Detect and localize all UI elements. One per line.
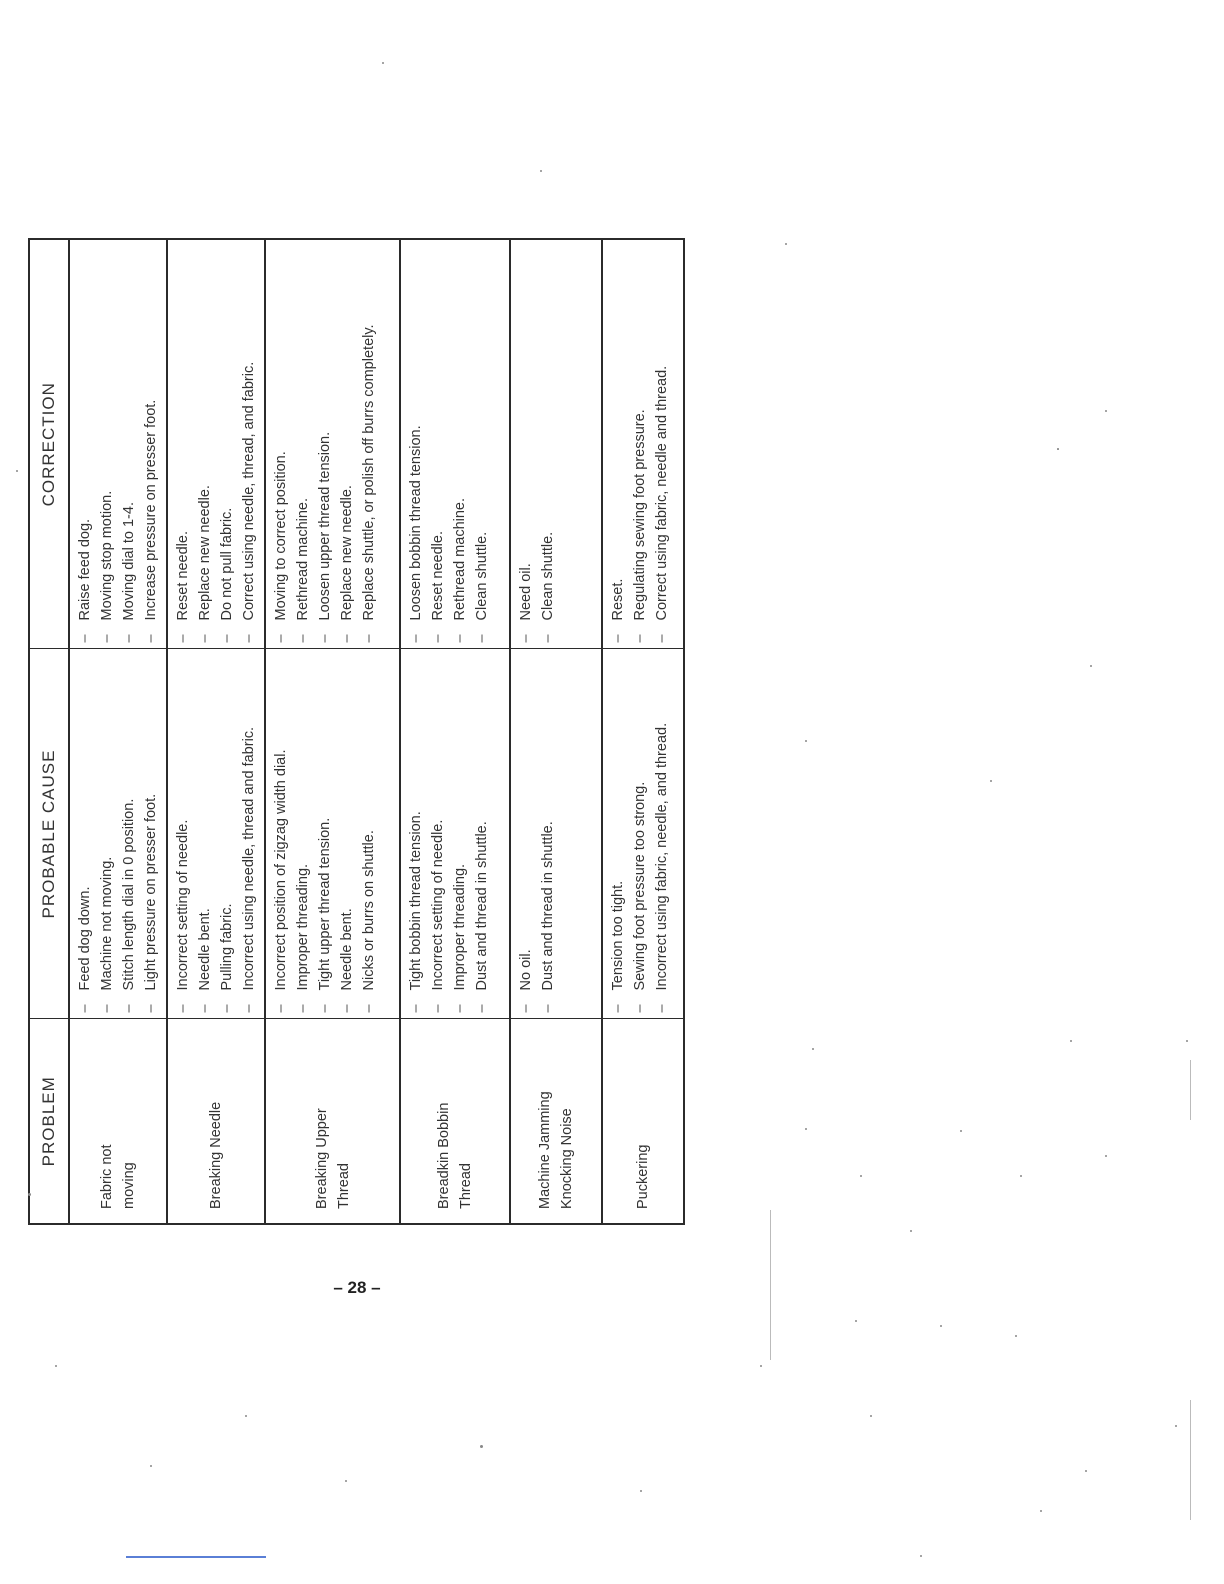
scan-speck	[960, 1130, 962, 1132]
scan-speck	[1085, 1470, 1087, 1472]
correction-item	[118, 246, 140, 643]
correction-item	[427, 246, 449, 643]
problem-cell	[602, 1019, 684, 1224]
correction-item-text: Correct using needle, thread, and fabric.	[241, 361, 257, 621]
scan-speck	[1020, 1175, 1022, 1177]
cause-item-text: No oil.	[518, 949, 534, 991]
scan-speck	[245, 1415, 247, 1417]
dash-bullet: –	[175, 634, 191, 643]
correction-cell	[400, 239, 510, 649]
cause-item	[336, 656, 358, 1013]
scan-speck	[28, 1193, 31, 1196]
scan-speck	[940, 1325, 942, 1327]
cause-item	[314, 656, 336, 1013]
correction-item-text: Reset needle.	[430, 531, 446, 621]
dash-bullet: –	[241, 1004, 257, 1013]
dash-bullet: –	[339, 1004, 355, 1013]
correction-item	[607, 246, 629, 643]
cause-item	[238, 656, 260, 1013]
cause-item-text: Light pressure on presser foot.	[143, 793, 159, 991]
scan-speck	[805, 1128, 807, 1130]
cause-item	[172, 656, 194, 1013]
dash-bullet: –	[452, 634, 468, 643]
scan-speck	[640, 1490, 642, 1492]
dash-bullet: –	[175, 1004, 191, 1013]
scan-speck	[805, 740, 807, 742]
correction-cell	[265, 239, 400, 649]
probable-cause-cell	[265, 649, 400, 1019]
probable-cause-cell	[167, 649, 265, 1019]
dash-bullet: –	[121, 634, 137, 643]
probable-cause-cell	[69, 649, 167, 1019]
correction-cell	[602, 239, 684, 649]
correction-item-text: Loosen bobbin thread tension.	[408, 425, 424, 621]
correction-item-text: Rethread machine.	[295, 497, 311, 621]
cause-item	[216, 656, 238, 1013]
cause-item-text: Improper threading.	[295, 863, 311, 991]
scan-speck	[920, 1555, 922, 1557]
table-row	[510, 239, 602, 1224]
dash-bullet: –	[654, 1004, 670, 1013]
dash-bullet: –	[241, 634, 257, 643]
dash-bullet: –	[99, 1004, 115, 1013]
scan-edge-mark	[126, 1556, 266, 1558]
problem-text: moving	[121, 1162, 137, 1209]
cause-item-text: Incorrect using needle, thread and fabric.	[241, 726, 257, 991]
scan-speck	[1057, 448, 1059, 450]
scan-speck	[55, 1365, 57, 1367]
correction-item	[238, 246, 260, 643]
cause-item-text: Incorrect position of zigzag width dial.	[273, 749, 289, 991]
cause-item-text: Incorrect setting of needle.	[430, 819, 446, 991]
correction-cell	[167, 239, 265, 649]
dash-bullet: –	[610, 1004, 626, 1013]
correction-item	[172, 246, 194, 643]
correction-item	[537, 246, 559, 643]
scan-speck	[860, 1175, 862, 1177]
probable-cause-cell	[602, 649, 684, 1019]
dash-bullet: –	[143, 634, 159, 643]
correction-item-text: Clean shuttle.	[540, 531, 556, 621]
scan-speck	[382, 62, 384, 64]
correction-item	[292, 246, 314, 643]
troubleshooting-table-rotated	[28, 240, 670, 1225]
problem-cell	[510, 1019, 602, 1224]
cause-item	[405, 656, 427, 1013]
dash-bullet: –	[77, 1004, 93, 1013]
dash-bullet: –	[219, 634, 235, 643]
probable-cause-cell	[510, 649, 602, 1019]
scan-speck	[150, 1465, 152, 1467]
correction-item-text: Reset needle.	[175, 531, 191, 621]
cause-item	[651, 656, 673, 1013]
dash-bullet: –	[610, 634, 626, 643]
dash-bullet: –	[273, 634, 289, 643]
correction-item	[74, 246, 96, 643]
cause-item	[292, 656, 314, 1013]
scan-speck	[1070, 1040, 1072, 1042]
problem-text: Breaking Upper	[313, 1108, 330, 1209]
scan-edge-mark	[1190, 1400, 1191, 1520]
dash-bullet: –	[540, 634, 556, 643]
scan-speck	[1175, 1425, 1177, 1427]
scan-speck	[1015, 1335, 1017, 1337]
cause-item-text: Pulling fabric.	[219, 903, 235, 991]
scan-speck	[540, 170, 542, 172]
problem-text: Breadkin Bobbin	[436, 1102, 452, 1209]
dash-bullet: –	[540, 1004, 556, 1013]
problem-text: Thread	[335, 1163, 352, 1209]
problem-cell	[400, 1019, 510, 1224]
dash-bullet: –	[273, 1004, 289, 1013]
dash-bullet: –	[632, 1004, 648, 1013]
table-row	[602, 239, 684, 1224]
correction-item	[629, 246, 651, 643]
scan-speck	[760, 1365, 762, 1367]
correction-item	[270, 246, 292, 643]
cause-item	[96, 656, 118, 1013]
cause-item-text: Tight bobbin thread tension.	[408, 811, 424, 991]
scan-speck	[1105, 1155, 1107, 1157]
dash-bullet: –	[518, 1004, 534, 1013]
cause-item	[270, 656, 292, 1013]
problem-cell	[69, 1019, 167, 1224]
dash-bullet: –	[197, 1004, 213, 1013]
problem-text: Machine Jamming	[537, 1091, 553, 1209]
correction-item-text: Replace new needle.	[197, 485, 213, 621]
header-problem: PROBLEM	[29, 1019, 69, 1224]
correction-item-text: Moving to correct position.	[273, 451, 289, 621]
dash-bullet: –	[408, 634, 424, 643]
cause-item-text: Nicks or burrs on shuttle.	[361, 830, 377, 991]
dash-bullet: –	[317, 634, 333, 643]
correction-cell	[69, 239, 167, 649]
problem-text: Fabric not	[99, 1144, 115, 1209]
table-row	[400, 239, 510, 1224]
cause-item	[449, 656, 471, 1013]
correction-item-text: Moving stop motion.	[99, 490, 115, 621]
table-body	[69, 239, 684, 1224]
dash-bullet: –	[295, 634, 311, 643]
scan-edge-mark	[1190, 1060, 1191, 1120]
correction-item-text: Moving dial to 1-4.	[121, 502, 137, 621]
dash-bullet: –	[121, 1004, 137, 1013]
page-number: – 28 –	[333, 1278, 381, 1297]
cause-item-text: Incorrect setting of needle.	[175, 819, 191, 991]
problem-cell	[265, 1019, 400, 1224]
cause-item	[118, 656, 140, 1013]
dash-bullet: –	[295, 1004, 311, 1013]
cause-item	[471, 656, 493, 1013]
dash-bullet: –	[430, 1004, 446, 1013]
scan-speck	[480, 1445, 483, 1448]
scan-speck	[855, 1320, 857, 1322]
dash-bullet: –	[632, 634, 648, 643]
correction-item-text: Do not pull fabric.	[219, 507, 235, 621]
problem-text: Breaking Needle	[208, 1101, 224, 1209]
correction-item	[96, 246, 118, 643]
correction-item-text: Replace new needle.	[339, 485, 355, 621]
correction-item	[336, 246, 358, 643]
header-correction: CORRECTION	[29, 239, 69, 649]
scan-speck	[345, 1480, 347, 1482]
dash-bullet: –	[474, 634, 490, 643]
correction-cell	[510, 239, 602, 649]
cause-item	[74, 656, 96, 1013]
cause-item-text: Sewing foot pressure too strong.	[632, 781, 648, 991]
dash-bullet: –	[361, 634, 377, 643]
dash-bullet: –	[197, 634, 213, 643]
correction-item	[314, 246, 336, 643]
cause-item-text: Machine not moving.	[99, 856, 115, 991]
dash-bullet: –	[99, 634, 115, 643]
correction-item-text: Clean shuttle.	[474, 531, 490, 621]
cause-item-text: Tension too tight.	[610, 880, 626, 991]
correction-item-text: Replace shuttle, or polish off burrs completely.	[361, 324, 377, 621]
probable-cause-cell	[400, 649, 510, 1019]
cause-item	[629, 656, 651, 1013]
correction-item	[471, 246, 493, 643]
correction-item-text: Need oil.	[518, 563, 534, 621]
cause-item	[427, 656, 449, 1013]
cause-item-text: Tight upper thread tension.	[317, 817, 333, 991]
correction-item	[449, 246, 471, 643]
correction-item	[358, 246, 380, 643]
dash-bullet: –	[518, 634, 534, 643]
dash-bullet: –	[361, 1004, 377, 1013]
dash-bullet: –	[654, 634, 670, 643]
scan-speck	[990, 780, 992, 782]
cause-item	[194, 656, 216, 1013]
scan-edge-mark	[770, 1210, 771, 1360]
correction-item-text: Increase pressure on presser foot.	[143, 399, 159, 621]
dash-bullet: –	[408, 1004, 424, 1013]
cause-item-text: Incorrect using fabric, needle, and thread.	[654, 722, 670, 991]
scan-speck	[785, 243, 787, 245]
cause-item-text: Stitch length dial in 0 position.	[121, 798, 137, 991]
correction-item	[651, 246, 673, 643]
dash-bullet: –	[474, 1004, 490, 1013]
problem-text: Puckering	[635, 1144, 651, 1209]
correction-item	[515, 246, 537, 643]
cause-item-text: Improper threading.	[452, 863, 468, 991]
cause-item	[358, 656, 380, 1013]
dash-bullet: –	[430, 634, 446, 643]
scan-speck	[16, 470, 18, 472]
correction-item-text: Raise feed dog.	[77, 518, 93, 621]
correction-item	[140, 246, 162, 643]
scan-speck	[870, 1415, 872, 1417]
problem-cell	[167, 1019, 265, 1224]
dash-bullet: –	[77, 634, 93, 643]
cause-item-text: Needle bent.	[197, 908, 213, 991]
cause-item-text: Feed dog down.	[77, 886, 93, 991]
correction-item-text: Regulating sewing foot pressure.	[632, 409, 648, 621]
table-row	[265, 239, 400, 1224]
scan-speck	[812, 1048, 814, 1050]
scan-speck	[1090, 665, 1092, 667]
table-row	[167, 239, 265, 1224]
dash-bullet: –	[317, 1004, 333, 1013]
cause-item-text: Dust and thread in shuttle.	[474, 821, 490, 991]
scan-speck	[1186, 1040, 1188, 1042]
scan-speck	[910, 1230, 912, 1232]
correction-item	[194, 246, 216, 643]
dash-bullet: –	[339, 634, 355, 643]
cause-item	[537, 656, 559, 1013]
header-probable-cause: PROBABLE CAUSE	[29, 649, 69, 1019]
correction-item	[405, 246, 427, 643]
problem-text: Knocking Noise	[559, 1108, 575, 1209]
correction-item-text: Correct using fabric, needle and thread.	[654, 365, 670, 621]
table-header-row	[29, 239, 69, 1224]
cause-item	[607, 656, 629, 1013]
scan-speck	[1040, 1510, 1042, 1512]
dash-bullet: –	[219, 1004, 235, 1013]
cause-item	[515, 656, 537, 1013]
cause-item-text: Dust and thread in shuttle.	[540, 821, 556, 991]
scan-speck	[1105, 410, 1107, 412]
table-row	[69, 239, 167, 1224]
dash-bullet: –	[452, 1004, 468, 1013]
correction-item-text: Reset.	[610, 578, 626, 621]
problem-text: Thread	[458, 1163, 474, 1209]
troubleshooting-table	[28, 238, 685, 1225]
cause-item	[140, 656, 162, 1013]
correction-item-text: Rethread machine.	[452, 497, 468, 621]
correction-item-text: Loosen upper thread tension.	[317, 431, 333, 621]
dash-bullet: –	[143, 1004, 159, 1013]
correction-item	[216, 246, 238, 643]
cause-item-text: Needle bent.	[339, 908, 355, 991]
